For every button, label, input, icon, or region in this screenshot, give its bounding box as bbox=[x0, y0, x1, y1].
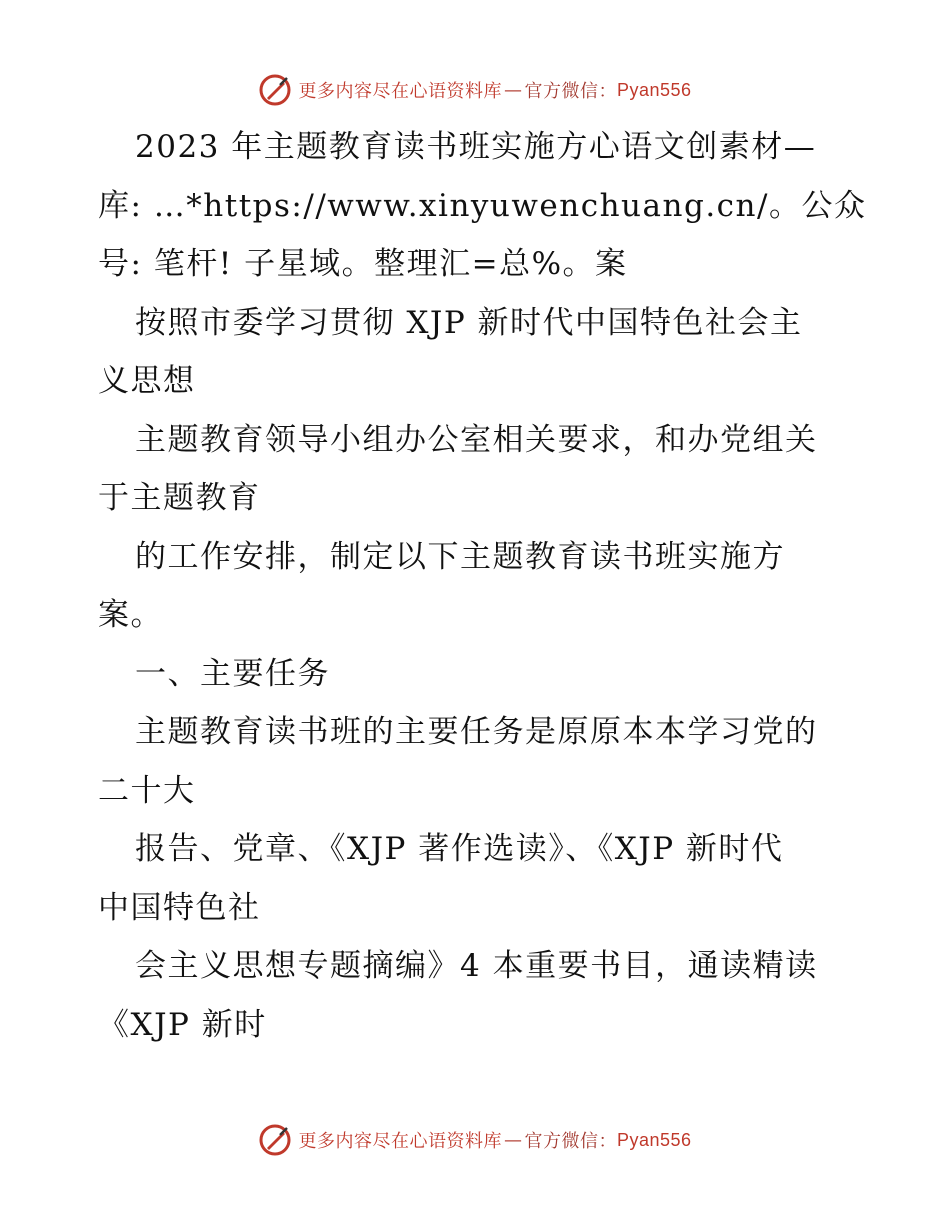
section-heading: 一、主要任务 bbox=[135, 655, 330, 692]
banner-wechat-label: 官方微信： bbox=[524, 1131, 617, 1152]
text-line: 号: 笔杆! 子星域。整理汇=总%。案 bbox=[98, 246, 628, 282]
text-line: 于主题教育 bbox=[98, 480, 261, 516]
text-line: 义思想 bbox=[98, 363, 196, 399]
text-line: 主题教育领导小组办公室相关要求，和办党组关 bbox=[135, 421, 818, 458]
text-line: 案。 bbox=[98, 597, 163, 633]
banner-wechat-label: 官方微信： bbox=[524, 81, 617, 102]
text-line: 2023 年主题教育读书班实施方心语文创素材— bbox=[135, 129, 817, 165]
document-body bbox=[98, 118, 867, 1054]
text-line: 按照市委学习贯彻 XJP 新时代中国特色社会主 bbox=[135, 304, 803, 341]
text-line: 报告、党章、《XJP 著作选读》、《XJP 新时代 bbox=[135, 831, 784, 867]
banner-dash: — bbox=[503, 1129, 523, 1151]
banner-account: Pyan556 bbox=[616, 1129, 692, 1150]
text-line: 二十大 bbox=[98, 772, 196, 809]
banner-text: 更多内容尽在心语资料库 bbox=[298, 1131, 502, 1152]
header-banner bbox=[0, 70, 950, 110]
pen-logo-icon bbox=[258, 73, 292, 107]
text-line: 主题教育读书班的主要任务是原原本本学习党的 bbox=[135, 714, 818, 750]
pen-logo-icon bbox=[258, 1123, 292, 1157]
text-line: 库: …*https://www.xinyuwenchuang.cn/。公众 bbox=[98, 187, 867, 224]
text-line: 中国特色社 bbox=[98, 889, 261, 926]
text-line: 会主义思想专题摘编》4 本重要书目，通读精读 bbox=[135, 948, 818, 984]
footer-banner bbox=[0, 1120, 950, 1160]
text-line: 的工作安排，制定以下主题教育读书班实施方 bbox=[135, 538, 785, 575]
banner-dash: — bbox=[503, 79, 523, 101]
banner-account: Pyan556 bbox=[616, 79, 692, 100]
text-line: 《XJP 新时 bbox=[98, 1006, 267, 1043]
banner-text: 更多内容尽在心语资料库 bbox=[298, 81, 502, 102]
